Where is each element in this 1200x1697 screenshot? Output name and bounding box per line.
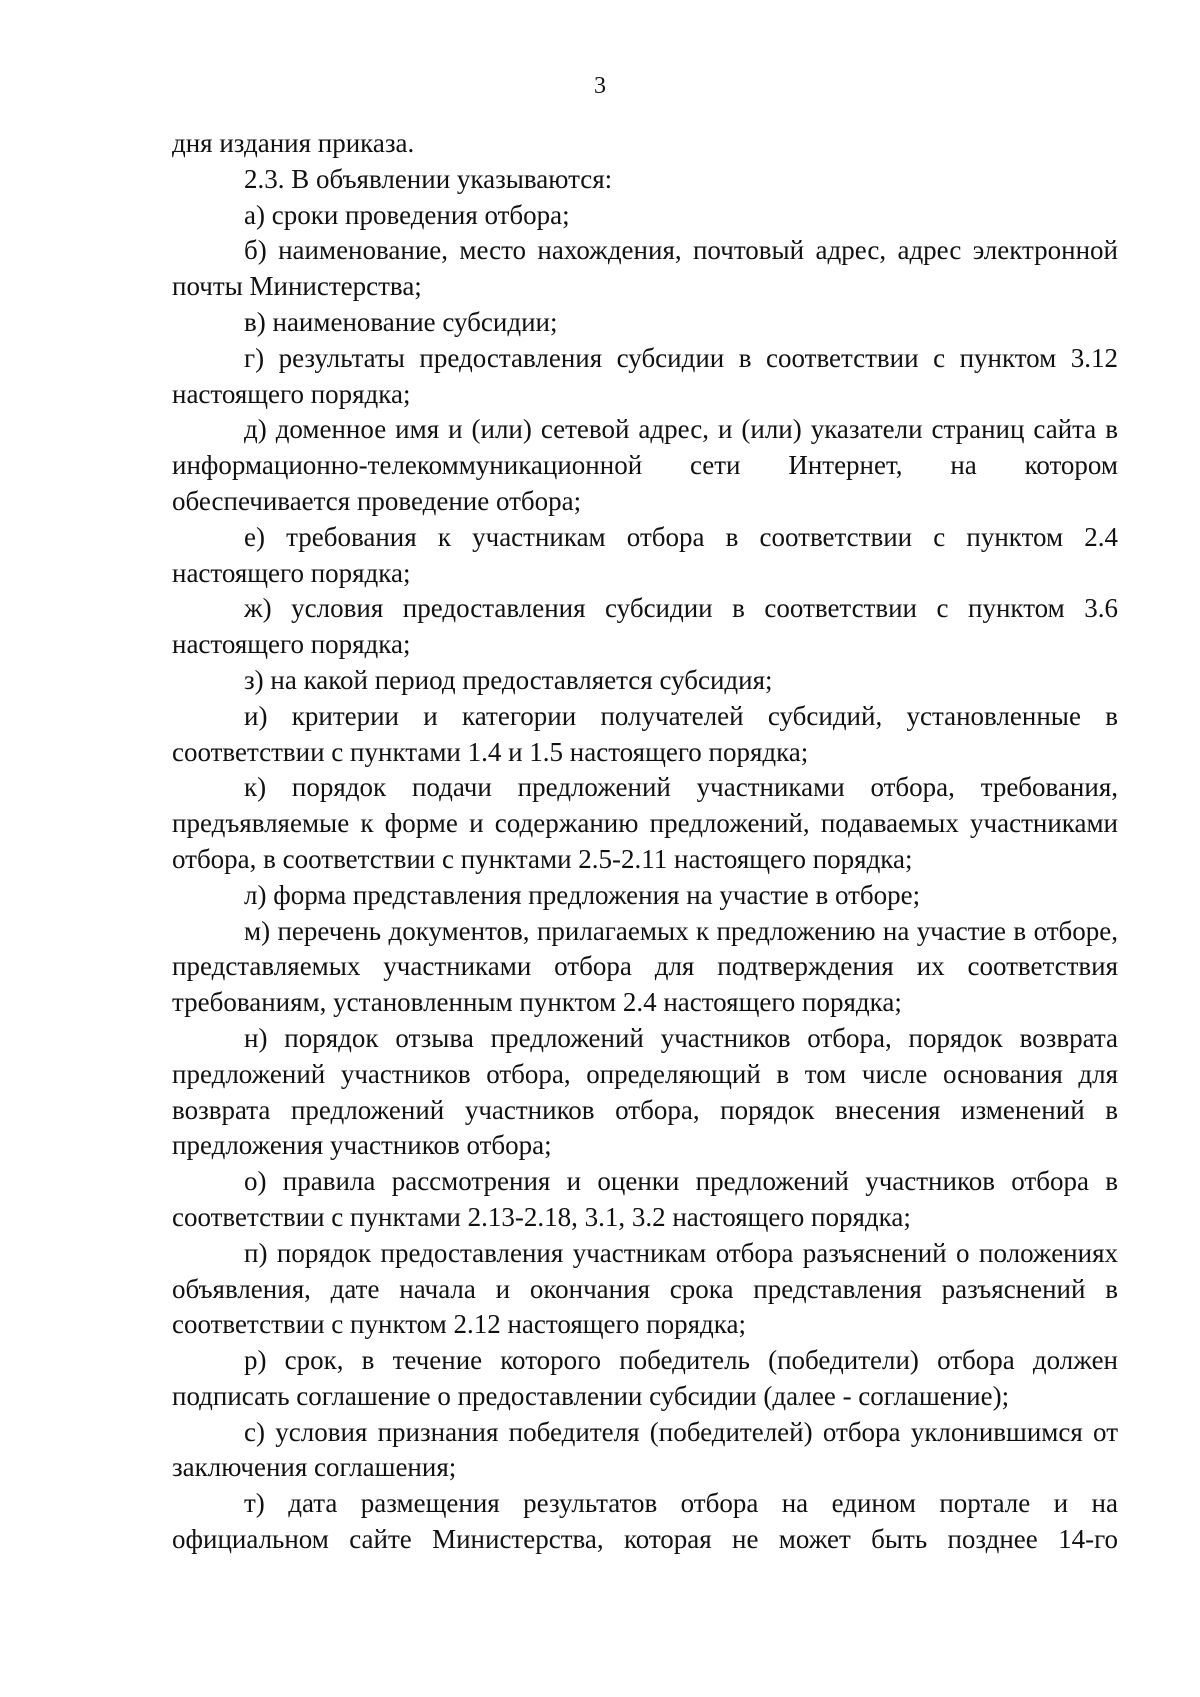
page-number: 3 bbox=[594, 73, 606, 99]
list-item-i: и) критерии и категории получателей субсидий, установленные в соответствии с пунктами 1.4 и 1.5 настоящего порядка; bbox=[172, 700, 1118, 767]
list-item-s: с) условия признания победителя (победителей) отбора уклонившимся от заключения соглашения; bbox=[172, 1416, 1118, 1483]
list-item-n: н) порядок отзыва предложений участников отбора, порядок возврата предложений участников отбора, определяющий в том числе основания для возврата предложений участников отбора, порядок внесения изменений в предложения участников отбора; bbox=[172, 1022, 1118, 1161]
list-item-d: д) доменное имя и (или) сетевой адрес, и (или) указатели страниц сайта в информационно-телекоммуникационной сети Интернет, на котором обеспечивается проведение отбора; bbox=[172, 414, 1118, 516]
document-body bbox=[172, 126, 1118, 1558]
list-item-p: п) порядок предоставления участникам отбора разъяснений о положениях объявления, дате начала и окончания срока представления разъяснений в соответствии с пунктом 2.12 настоящего порядка; bbox=[172, 1237, 1118, 1340]
list-item-r: р) срок, в течение которого победитель (победители) отбора должен подписать соглашение о предоставлении субсидии (далее - соглашение); bbox=[172, 1345, 1118, 1411]
list-item-z: з) на какой период предоставляется субсидия; bbox=[244, 664, 773, 695]
list-item-k: к) порядок подачи предложений участниками отбора, требования, предъявляемые к форме и содержанию предложений, подаваемых участниками отбора, в соответствии с пунктами 2.5-2.11 настоящего порядка; bbox=[172, 772, 1118, 874]
list-item-v: в) наименование субсидии; bbox=[244, 306, 558, 337]
list-item-g: г) результаты предоставления субсидии в соответствии с пунктом 3.12 настоящего порядка; bbox=[172, 342, 1118, 409]
list-item-t: т) дата размещения результатов отбора на едином портале и на официальном сайте Министерства, которая не может быть позднее 14-го bbox=[172, 1488, 1118, 1555]
list-item-e: е) требования к участникам отбора в соответствии с пунктом 2.4 настоящего порядка; bbox=[172, 521, 1118, 588]
list-item-m: м) перечень документов, прилагаемых к предложению на участие в отборе, представляемых участниками отбора для подтверждения их соответствия требованиям, установленным пунктом 2.4 настоящего порядка; bbox=[172, 915, 1118, 1018]
paragraph-continuation: дня издания приказа. bbox=[172, 128, 415, 158]
paragraph-section-2-3: 2.3. В объявлении указываются: bbox=[244, 163, 613, 194]
list-item-o: о) правила рассмотрения и оценки предложений участников отбора в соответствии с пунктами 2.13-2.18, 3.1, 3.2 настоящего порядка; bbox=[172, 1166, 1118, 1232]
list-item-b: б) наименование, место нахождения, почтовый адрес, адрес электронной почты Министерства; bbox=[172, 235, 1118, 302]
list-item-zh: ж) условия предоставления субсидии в соответствии с пунктом 3.6 настоящего порядка; bbox=[172, 593, 1118, 660]
list-item-l: л) форма представления предложения на участие в отборе; bbox=[244, 879, 921, 910]
list-item-a: а) сроки проведения отбора; bbox=[244, 199, 570, 230]
